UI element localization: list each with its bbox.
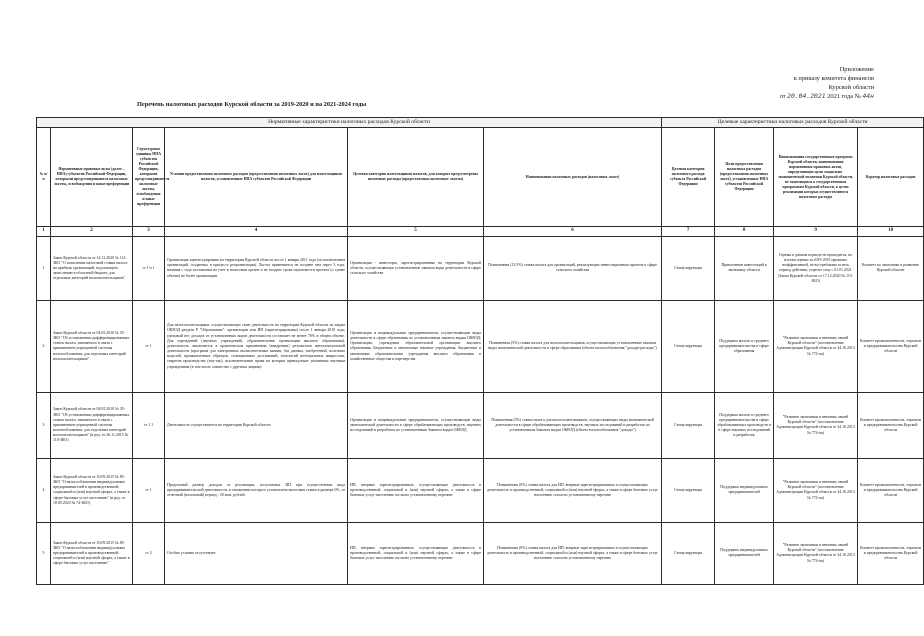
cell-curator: Комитет промышленности, торговли и предпринимательства Курской области [858,522,924,584]
table-row [37,236,924,300]
cell-conditions: Предельный размер доходов от реализации, получаемых ИП при осуществлении вида предпринимательской деятельности, в отношении которого установлена налоговая ставка в размере 0%, за отчетный (налоговый) период - 20 млн. рублей. [165,458,348,522]
cell-conditions: Деятельность осуществляется на территории Курской области [165,392,348,458]
header-no: № п/п [37,128,51,227]
group-target: Целевые характеристики налоговых расходов Курской области [662,118,924,128]
order-number-line [714,92,874,102]
cell-program: "Развитие экономики и внешних связей Курской области" (постановление Администрации Курской области от 24.10.2013 № 774-па) [774,522,858,584]
cell-category: Организации и индивидуальные предприниматели, осуществляющие виды деятельности в сфере образования по установленным законом видам ОКВЭД; Организации, учреждения образовательной организации высшего образования. Бюджетные и автономные научные учреждения, бюджетные и автономные образовательные учреждения высшего образования и хозяйственные общества и партнерства [348,300,484,392]
cell-conditions: Организация зарегистрирована на территории Курской области после 1 января 2011 года (за исключением организаций, созданных в процессе реорганизации). Льгота применяется не позднее чем через 3 года, начиная с года постановки на учет в налоговом органе и не позднее срока окупаемости проекта (о сумме объема) не более организации. [165,236,348,300]
header-acts: Нормативные правовые акты (далее – НПА) субъектов Российской Федерации, которыми предусматриваются налоговые льготы, освобождения и иные преференции [51,128,133,227]
cell-goal: Поддержка индивидуальных предпринимателей [715,458,774,522]
cell-unit: ст 1 [133,300,165,392]
order-number-handwritten: 44н [862,92,874,101]
header-units: Структурные единицы НПА субъектов Российской Федерации, которыми предусматриваются налоговые льготы, освобождения и иные преференции [133,128,165,227]
cell-no: 3 [37,392,51,458]
cell-curator: Комитет промышленности, торговли и предпринимательства Курской области [858,392,924,458]
cell-act: Закон Курской области от 14.12.2020 № 112-ЗКО "О зачислении налоговой ставки налога на прибыль организаций, подлежащего зачислению в областной бюджет, для отдельных категорий налогоплательщиков" [51,236,133,300]
cell-act: Закон Курской области от 04.05.2010 № 35-ЗКО "Об установлении дифференцированных ставок налога, взимаемого в связи с применением упрощенной системы налогообложения, для отдельных категорий налогоплательщиков" [51,300,133,392]
col-number: 9 [774,227,858,237]
column-header-row [37,128,924,227]
appendix-line-1: Приложение [839,66,874,73]
cell-conditions: Особые условия отсутствуют [165,522,348,584]
cell-name: Пониженная (0%) ставка налога для ИП, впервые зарегистрированных и осуществляющих деятельность в производственной, социальной и (или) научной сферах, а также в сфере бытовых услуг населению согласно установленному перечню [484,458,662,522]
cell-program: Оценка в данном периоде не проводится, по итогам оценки за 2019-2019 признано неэффективной, не востребована за весь период действия, утратил силу с 01.01.2021 (Закон Курской области от 17.12.2020 № 115-ЗКО) [774,236,858,300]
cell-target: Стимулирующая [662,236,715,300]
header-group-row [37,118,924,128]
cell-no: 5 [37,522,51,584]
table-row [37,458,924,522]
header-conditions: Условия предоставления налоговых расходов (предоставления налоговых льгот) для плательщиков налогов, установленные НПА субъектов Российской Федерации [165,128,348,227]
cell-unit: ст 1 [133,458,165,522]
table-row [37,392,924,458]
col-number: 3 [133,227,165,237]
header-goals: Цели предоставления налоговых расходов (предоставления налоговых льгот), установленные НПА субъектов Российской Федерации [715,128,774,227]
order-year: 2021 года № [827,93,861,101]
col-number: 1 [37,227,51,237]
header-programs: Наименования государственных программ Курской области, наименования нормативных правовых актов, определяющих цели социально-экономической политики Курской области, не относящиеся к государственным программам Курской области, в целях реализации которых осуществляются налоговые расходы [774,128,858,227]
column-number-row [37,227,924,237]
cell-unit: ст 1/ч 1 [133,236,165,300]
cell-curator: Комитет промышленности, торговли и предпринимательства Курской области [858,458,924,522]
col-number: 10 [858,227,924,237]
cell-unit: ст 2 [133,522,165,584]
cell-program: "Развитие экономики и внешних связей Курской области" (постановление Администрации Курской области от 24.10.2013 № 774-па) [774,300,858,392]
cell-category: Организации и индивидуальные предприниматели, осуществляющие виды экономической деятельности в сфере обрабатывающих производств, научных исследований и разработок по установленным Законом видам ОКВЭД [348,392,484,458]
appendix-line-3: Курской области [828,83,874,91]
cell-category: ИП, впервые зарегистрированные, осуществляющие деятельность в производственной, социальной и (или) научной сферах, а также в сфере бытовых услуг населению согласно установленному перечню [348,458,484,522]
cell-target: Стимулирующая [662,392,715,458]
col-number: 8 [715,227,774,237]
cell-name: Пониженная (5%) ставка налога для налогоплательщиков, осуществляющих виды экономической деятельности в сфере обрабатывающих производств, научных исследований и разработок по установленным Законом видам ОКВЭД (объект налогообложения "доходы") [484,392,662,458]
cell-curator: Комитет промышленности, торговли и предпринимательства Курской области [858,300,924,392]
cell-act: Закон Курской области от 10.09.2015 № 85-ЗКО "О налогообложении индивидуальных предпринимателей в производственной, социальной и (или) научной сферах, а также в сфере бытовых услуг населению" [51,522,133,584]
header-curator: Куратор налоговых расходов [858,128,924,227]
cell-category: Организации - инвесторы, зарегистрированные на территории Курской области, осуществляющие установленные законом виды деятельности в сфере сельского хозяйства [348,236,484,300]
cell-conditions: Для налогоплательщиков, осуществляющих свою деятельность на территории Курской области по видам ОКВЭД раздела Р "Образование": организации или ИП (зарегистрированы) после 1 января 2010 года; удельный вес доходов от установленных видов деятельности составляет не менее 70% в общем объеме. Для учреждений (научных учреждений), образовательные организации высшего образования): деятельность заключается в практическом применении (внедрении) результатов интеллектуальной деятельности (программ для электронных вычислительных машин, баз данных, изобретений, полезных моделей, промышленных образцов, селекционных достижений, топологий интегральных микросхем, секретов производства (ноу-хау), исключительные права на которые принадлежат указанным научным учреждениям (в том числе совместно с другими лицами) [165,300,348,392]
order-prefix: от [779,93,786,101]
group-normative: Нормативные характеристики налоговых расходов Курской области [37,118,662,128]
table-row [37,300,924,392]
header-category: Целевая категория плательщиков налогов, для которых предусмотрены налоговые расходы (предоставлены налоговые льготы) [348,128,484,227]
col-number: 4 [165,227,348,237]
cell-program: "Развитие экономики и внешних связей Курской области" (постановление Администрации Курской области от 24.10.2013 № 774-па) [774,458,858,522]
cell-curator: Комитет по экономике и развитию Курской области [858,236,924,300]
cell-goal: Поддержка малого и среднего предпринимательства в сфере обрабатывающих производств и в сфере научных исследований и разработок [715,392,774,458]
cell-target: Стимулирующая [662,522,715,584]
cell-target: Стимулирующая [662,458,715,522]
table-row [37,522,924,584]
cell-category: ИП, впервые зарегистрированные, осуществляющие деятельность в производственной, социальной и (или) научной сферах, а также в сфере бытовых услуг населению согласно установленному перечню [348,522,484,584]
appendix-block [714,66,874,102]
order-date-handwritten: 20.04.2021 [787,92,826,101]
col-number: 2 [51,227,133,237]
cell-unit: ст 1.1 [133,392,165,458]
tax-expenditure-table [36,117,924,585]
cell-act: Закон Курской области от 10.09.2015 № 85-ЗКО "О налогообложении индивидуальных предпринимателей в производственной, социальной и (или) научной сферах, а также в сфере бытовых услуг населению" (в ред. от 18.09.2020 № 74-ЗКО) [51,458,133,522]
cell-goal: Привлечение инвестиций в экономику области [715,236,774,300]
cell-program: "Развитие экономики и внешних связей Курской области" (постановление Администрации Курской области от 24.10.2013 № 774-па) [774,392,858,458]
cell-name: Пониженная (0%) ставка налога для ИП, впервые зарегистрированных и осуществляющих деятельность в производственной, социальной и (или) научной сферах, а также в сфере бытовых услуг населению согласно установленному перечню [484,522,662,584]
cell-act: Закон Курской области от 04.05.2010 № 35-ЗКО "Об установлении дифференцированных ставок налога, взимаемого в связи с применением упрощенной системы налогообложения, для отдельных категорий налогоплательщиков" (в ред. от 26.11.2015 № 110-ЗКО) [51,392,133,458]
header-target-category: Целевая категория налогового расхода субъекта Российской Федерации [662,128,715,227]
col-number: 6 [484,227,662,237]
cell-goal: Поддержка малого и среднего предпринимательства в сфере образования [715,300,774,392]
document-title: Перечень налоговых расходов Курской области за 2019-2020 и на 2021-2024 годы [137,101,367,108]
cell-name: Пониженная (5%) ставка налога для налогоплательщиков, осуществляющих установленные законом виды экономической деятельности в сфере образования (объект налогообложения "доходы-расходы") [484,300,662,392]
cell-no: 2 [37,300,51,392]
col-number: 5 [348,227,484,237]
cell-goal: Поддержка индивидуальных предпринимателей [715,522,774,584]
cell-target: Стимулирующая [662,300,715,392]
cell-name: Пониженная (13,5%) ставка налога для организаций, реализующих инвестиционные проекты в сфере сельского хозяйства [484,236,662,300]
cell-no: 4 [37,458,51,522]
cell-no: 1 [37,236,51,300]
appendix-line-2: к приказу комитета финансов [793,74,874,82]
header-name: Наименования налоговых расходов (налоговых льгот) [484,128,662,227]
col-number: 7 [662,227,715,237]
